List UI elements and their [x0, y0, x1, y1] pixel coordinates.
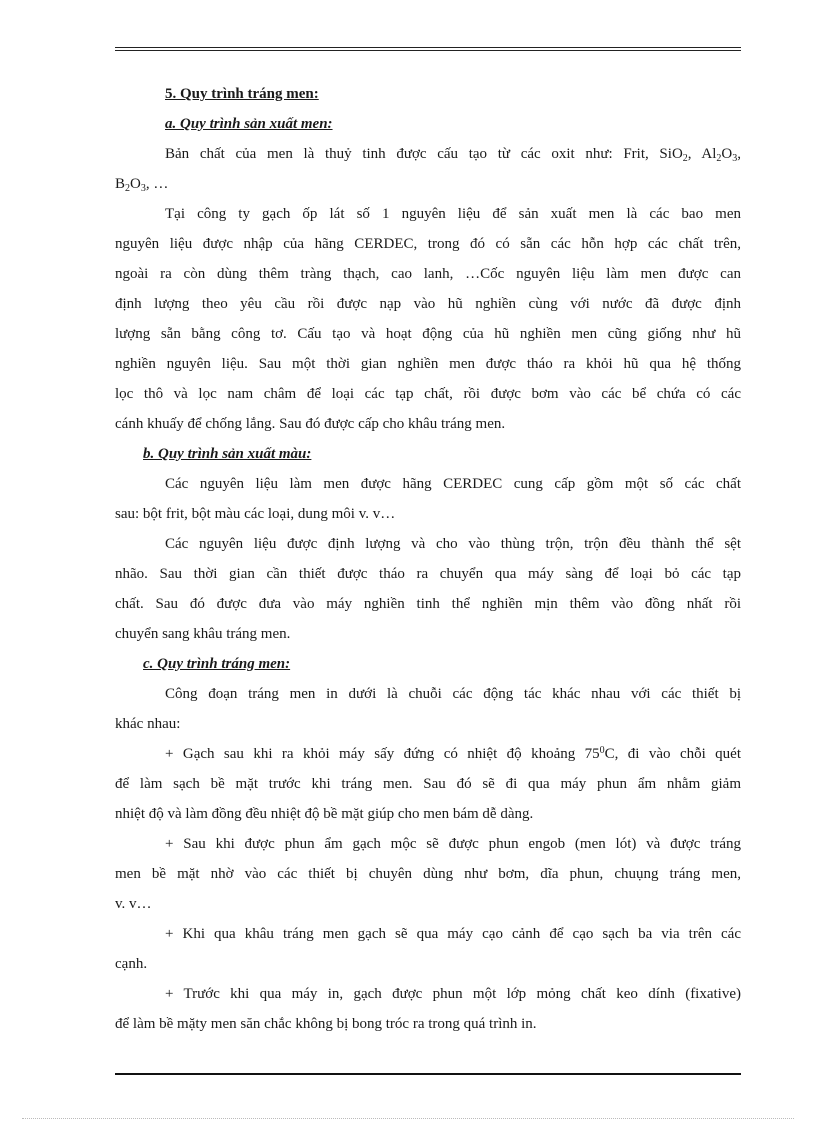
paragraph-line: nhiệt độ và làm đồng đều nhiệt độ bề mặt giúp cho men bám dễ dàng. — [115, 806, 534, 822]
paragraph-line: khác nhau: — [115, 716, 181, 732]
paragraph-line: để làm bề mặty men săn chắc không bị bong tróc ra trong quá trình in. — [115, 1016, 537, 1032]
paragraph-line: v. v… — [115, 896, 152, 912]
paragraph-line: + Sau khi được phun ẩm gạch mộc sẽ được phun engob (men lót) và được tráng — [165, 836, 741, 852]
paragraph-line: Các nguyên liệu được định lượng và cho vào thùng trộn, trộn đều thành thể sệt — [165, 536, 741, 552]
subsection-a-title: a. Quy trình sản xuất men: — [165, 116, 333, 132]
paragraph-line: nghiền nguyên liệu. Sau một thời gian nghiền men được tháo ra khỏi hũ qua hệ thống — [115, 356, 741, 372]
paragraph-line: Bản chất của men là thuỷ tinh được cấu tạo từ các oxit như: Frit, SiO$_2$, $Al_2O_3$, — [165, 146, 741, 164]
section-title: 5. Quy trình tráng men: — [165, 86, 319, 102]
subsection-c-title: c. Quy trình tráng men: — [143, 656, 291, 672]
paragraph-line: men bề mặt nhờ vào các thiết bị chuyên dùng như bơm, dĩa phun, chuụng tráng men, — [115, 866, 741, 882]
paragraph-line: + Trước khi qua máy in, gạch được phun một lớp mỏng chất keo dính (fixative) — [165, 986, 741, 1002]
footer-rule — [115, 1073, 741, 1075]
paragraph-line: Công đoạn tráng men in dưới là chuỗi các động tác khác nhau với các thiết bị — [165, 686, 741, 702]
paragraph-line: Tại công ty gạch ốp lát số 1 nguyên liệu để sản xuất men là các bao men — [165, 206, 741, 222]
paragraph-line: nhão. Sau thời gian cần thiết được tháo ra chuyển qua máy sàng để loại bỏ các tạp — [115, 566, 741, 582]
paragraph-line: nguyên liệu được nhập của hãng CERDEC, trong đó có sẵn các hỗn hợp các chất trên, — [115, 236, 741, 252]
paragraph-line: sau: bột frit, bột màu các loại, dung môi v. v… — [115, 506, 396, 522]
paragraph-line: định lượng theo yêu cầu rồi được nạp vào hũ nghiền cùng với nước đã được định — [115, 296, 741, 312]
paragraph-line: ngoài ra còn dùng thêm tràng thạch, cao lanh, …Cốc nguyên liệu làm men được can — [115, 266, 741, 282]
paragraph-line: chất. Sau đó được đưa vào máy nghiền tinh thể nghiền mịn thêm vào đồng nhất rồi — [115, 596, 741, 612]
header-rule-bottom — [115, 50, 741, 51]
paragraph-line: cánh khuấy để chống lắng. Sau đó được cấp cho khâu tráng men. — [115, 416, 506, 432]
paragraph-line: lọc thô và lọc nam châm để loại các tạp chất, rồi được bơm vào các bể chứa có các — [115, 386, 741, 402]
paragraph-line: cạnh. — [115, 956, 148, 972]
paragraph-line: Các nguyên liệu làm men được hãng CERDEC cung cấp gồm một số các chất — [165, 476, 741, 492]
paragraph-line: để làm sạch bề mặt trước khi tráng men. Sau đó sẽ đi qua máy phun ẩm nhằm giảm — [115, 776, 741, 792]
paragraph-line: chuyển sang khâu tráng men. — [115, 626, 291, 642]
page-edge-divider — [22, 1118, 794, 1119]
paragraph-line: + Khi qua khâu tráng men gạch sẽ qua máy cạo cảnh để cạo sạch ba via trên các — [165, 926, 741, 942]
subsection-b-title: b. Quy trình sản xuất màu: — [143, 446, 312, 462]
paragraph-line: + Gạch sau khi ra khỏi máy sấy đứng có nhiệt độ khoảng $75^0C$, đi vào chỗi quét — [165, 745, 741, 762]
paragraph-line: lượng sẵn bằng công tơ. Cấu tạo và hoạt động của hũ nghiền men cũng giống như hũ — [115, 326, 741, 342]
paragraph-line: $B_2O_3$, … — [115, 176, 169, 194]
header-rule-top — [115, 47, 741, 48]
